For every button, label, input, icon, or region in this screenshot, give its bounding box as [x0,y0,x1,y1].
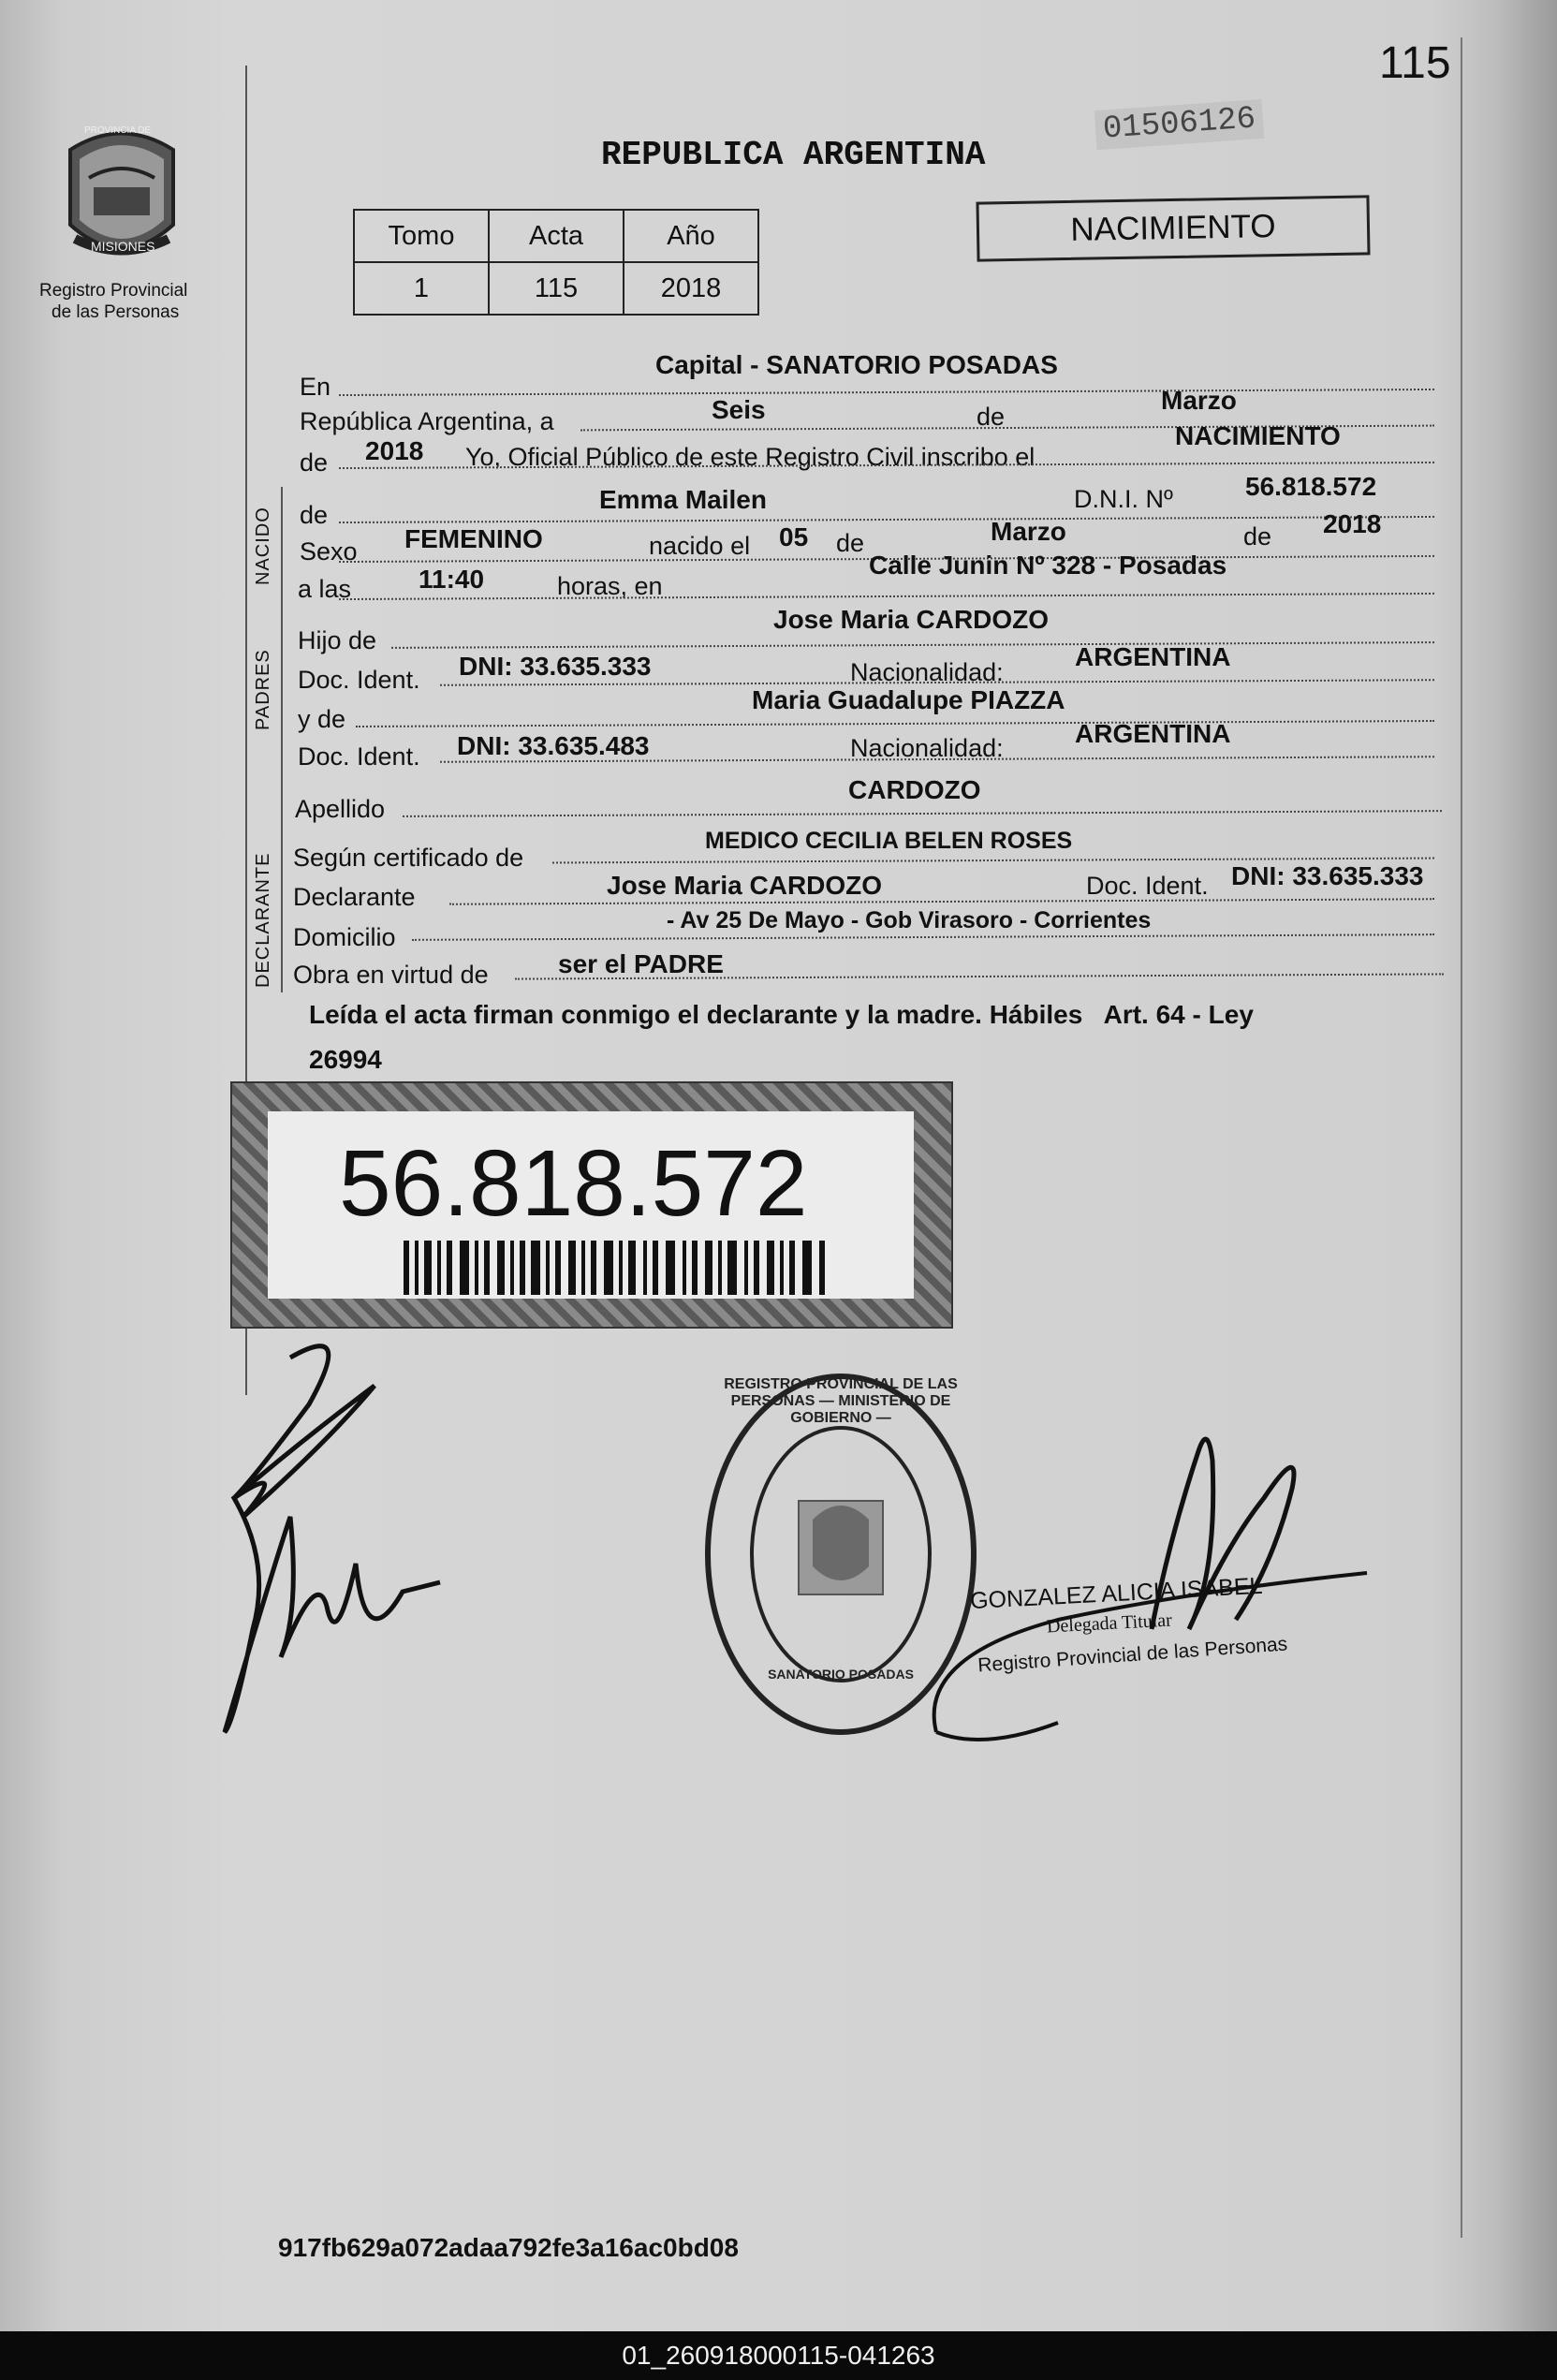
father-doc-label: Doc. Ident. [298,666,420,694]
mother-name: Maria Guadalupe PIAZZA [752,685,1065,714]
serial-number: 01506126 [1094,99,1265,150]
birth-de1-label: de [836,529,865,557]
y-de-label: y de [298,705,346,733]
nacido-el-label: nacido el [649,532,751,560]
registry-name-line2: de las Personas [51,302,180,322]
en-label: En [300,373,331,401]
document-title: REPUBLICA ARGENTINA [601,136,986,174]
act-value: NACIMIENTO [1175,421,1341,450]
stamp-ring-text: REGISTRO PROVINCIAL DE LAS PERSONAS — MINISTERIO DE GOBIERNO — [724,1376,958,1426]
domicile-value: - Av 25 De Mayo - Gob Virasoro - Corrientes [667,907,1152,933]
barcode-icon [404,1241,834,1295]
father-nat-label: Nacionalidad: [850,658,1004,686]
footer-code: 01_260918000115-041263 [0,2331,1557,2380]
register-value-tomo: 1 [354,262,489,315]
mother-nationality: ARGENTINA [1075,719,1231,748]
sexo-label: Sexo [300,537,358,566]
register-table [353,209,759,316]
closing-statement-line2: 26994 [309,1045,382,1074]
obra-value: ser el PADRE [558,949,724,978]
line-a-las [339,593,1434,600]
year-value: 2018 [365,436,424,465]
apellido-value: CARDOZO [848,775,981,804]
birth-year: 2018 [1323,509,1382,538]
month-value: Marzo [1161,386,1237,415]
declarant-label: Declarante [293,883,416,911]
birth-place-registry: Capital - SANATORIO POSADAS [655,350,1058,379]
hijo-de-label: Hijo de [298,626,377,654]
line-declarant [449,898,1434,905]
certificate-value: MEDICO CECILIA BELEN ROSES [705,828,1073,854]
line-apellido [403,810,1442,817]
domicilio-label: Domicilio [293,923,396,951]
de-label: de [977,403,1006,431]
record-type: NACIMIENTO [1070,208,1276,248]
closing-statement-line1: Leída el acta firman conmigo el declarante y la madre. Hábiles Art. 64 - Ley [309,1000,1254,1029]
record-type-box [976,195,1370,261]
declarant-name: Jose Maria CARDOZO [607,871,883,900]
dni-label: D.N.I. Nº [1074,485,1173,513]
register-header-tomo: Tomo [354,210,489,262]
mother-nat-label: Nacionalidad: [850,734,1004,762]
declarant-doc: DNI: 33.635.333 [1231,861,1424,890]
father-name: Jose Maria CARDOZO [773,605,1050,634]
line-domicilio [412,933,1434,941]
dni-sticker [230,1081,953,1329]
father-nationality: ARGENTINA [1075,642,1231,671]
day-word: Seis [712,395,766,424]
page-number: 115 [1379,38,1451,88]
birth-month: Marzo [991,517,1066,546]
sexo-value: FEMENINO [404,524,543,553]
emblem-text-bottom: MISIONES [91,239,155,254]
dni-sticker-number: 56.818.572 [339,1131,808,1236]
birth-address: Calle Junin Nº 328 - Posadas [869,551,1227,580]
declarant-doc-label: Doc. Ident. [1086,872,1209,900]
emblem-text-top: PROVINCIA DE [84,125,152,136]
birth-time: 11:40 [419,565,485,594]
section-divider-line [281,487,283,992]
register-value-acta: 115 [489,262,624,315]
newborn-dni: 56.818.572 [1245,472,1377,501]
register-header-ano: Año [624,210,758,262]
apellido-label: Apellido [295,795,386,823]
father-doc: DNI: 33.635.333 [459,652,652,681]
mother-doc-label: Doc. Ident. [298,742,420,771]
section-label-padres: PADRES [253,649,273,730]
document-hash: 917fb629a072adaa792fe3a16ac0bd08 [278,2233,739,2262]
statement-text: Yo, Oficial Público de este Registro Civil inscribo el [465,443,1036,471]
horas-label: horas, en [557,572,663,600]
birth-day: 05 [779,522,809,551]
registry-name-line1: Registro Provincial [39,281,188,301]
signature-declarant [215,1330,449,1751]
birth-de2-label: de [1243,522,1272,551]
official-name: GONZALEZ ALICIA ISABEL [969,1572,1264,1615]
right-margin-line [1461,37,1462,2238]
line-en [339,389,1434,396]
register-header-acta: Acta [489,210,624,262]
obra-label: Obra en virtud de [293,961,489,989]
line-hijo [391,641,1434,649]
line-y-de [356,720,1434,727]
republica-label: República Argentina, a [300,407,554,435]
dni-sticker-label [268,1111,914,1299]
cert-label: Según certificado de [293,844,524,872]
mother-doc: DNI: 33.635.483 [457,731,650,760]
province-emblem-icon [51,122,192,281]
section-label-declarante: DECLARANTE [253,852,273,988]
nacido-de-label: de [300,501,329,529]
official-role: Delegada Titular [1046,1609,1173,1638]
newborn-name: Emma Mailen [599,485,767,514]
official-office: Registro Provincial de las Personas [977,1633,1288,1677]
a-las-label: a las [298,575,352,603]
year-prefix: de [300,448,329,477]
register-value-ano: 2018 [624,262,758,315]
section-label-nacido: NACIDO [253,507,273,585]
stamp-inner-text: SANATORIO POSADAS [768,1667,914,1682]
